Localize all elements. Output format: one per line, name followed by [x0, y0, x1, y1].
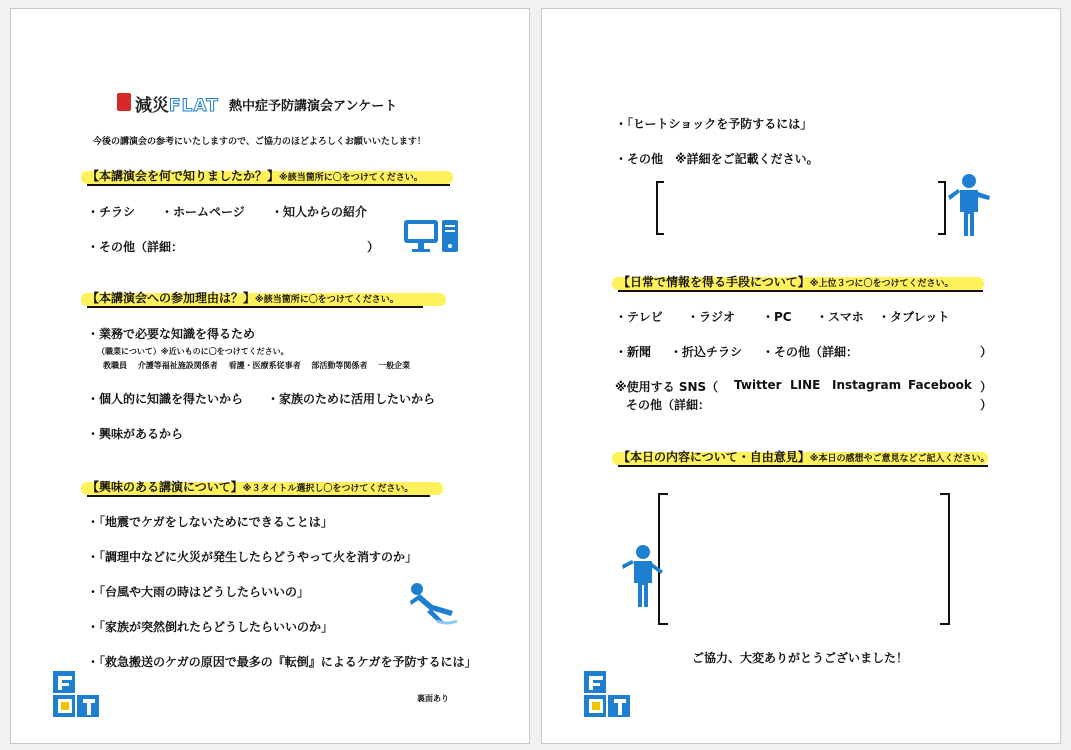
other-details-bracket-left — [656, 181, 664, 235]
logo-text: 減災FLAT — [135, 96, 219, 116]
computer-icon — [403, 218, 461, 254]
option-work-knowledge[interactable]: ・業務で必要な知識を得るため — [87, 327, 256, 341]
option-other-close: ） — [367, 240, 380, 254]
option-interest[interactable]: ・興味があるから — [87, 427, 184, 441]
sns-facebook[interactable]: Facebook — [908, 378, 972, 392]
back-side-note: 裏面あり — [417, 694, 449, 703]
logo-badge — [117, 93, 131, 111]
option-newspaper[interactable]: ・新聞 — [615, 345, 652, 359]
person-icon — [620, 543, 666, 609]
sns-line[interactable]: LINE — [790, 378, 821, 392]
option-family[interactable]: ・家族のために活用したいから — [267, 392, 436, 406]
option-personal[interactable]: ・個人的に知識を得たいから — [87, 392, 244, 406]
lecture-item-heatshock[interactable]: ・「ヒートショックを予防するには」 — [615, 117, 813, 131]
flat-logo-mark — [53, 671, 101, 717]
lecture-item[interactable]: ・「地震でケガをしないためにできることは」 — [87, 515, 333, 529]
falling-person-icon — [407, 581, 459, 625]
option-tv[interactable]: ・テレビ — [615, 310, 663, 324]
page-title: 熱中症予防講演会アンケート — [229, 99, 398, 114]
option-homepage[interactable]: ・ホームページ — [161, 205, 245, 219]
source-other-close: ） — [980, 345, 993, 359]
option-source-other[interactable]: ・その他（詳細： — [762, 345, 859, 359]
option-smartphone[interactable]: ・スマホ — [816, 310, 864, 324]
lecture-item[interactable]: ・「台風や大雨の時はどうしたらいいの」 — [87, 585, 310, 599]
option-referral[interactable]: ・知人からの紹介 — [271, 205, 368, 219]
occupation-options[interactable]: 教職員 介護等福祉施設関係者 看護・医療系従事者 部活動等関係者 一般企業 — [103, 361, 411, 370]
occupation-note: （職業について）※近いものに〇をつけてください。 — [97, 347, 289, 356]
sns-twitter[interactable]: Twitter — [734, 378, 782, 392]
thanks-message: ご協力、大変ありがとうございました！ — [692, 651, 909, 665]
section-heading-reason: 【本講演会への参加理由は？】※該当箇所に〇をつけてください。 — [87, 289, 399, 306]
sns-instagram[interactable]: Instagram — [832, 378, 902, 392]
section-heading-free-comments: 【本日の内容について・自由意見】※本日の感想やご意見などご記入ください。 — [618, 448, 990, 465]
survey-page-back — [541, 8, 1061, 744]
survey-page-front — [10, 8, 530, 744]
intro-text: 今後の講演会の参考にいたしますので、ご協力のほどよろしくお願いいたします！ — [93, 137, 426, 147]
option-insert-flyer[interactable]: ・折込チラシ — [670, 345, 743, 359]
sns-label: ※使用する SNS（ — [615, 380, 719, 394]
section-heading-how-heard: 【本講演会を何で知りましたか？】※該当箇所に〇をつけてください。 — [87, 167, 423, 184]
lecture-item-other[interactable]: ・その他 ※詳細をご記載ください。 — [615, 152, 819, 166]
option-flyer[interactable]: ・チラシ — [87, 205, 136, 219]
option-pc[interactable]: ・PC — [762, 310, 792, 324]
person-icon — [944, 172, 994, 238]
option-radio[interactable]: ・ラジオ — [687, 310, 736, 324]
lecture-item[interactable]: ・「家族が突然倒れたらどうしたらいいのか」 — [87, 620, 334, 634]
section-heading-info-sources: 【日常で情報を得る手段について】※上位３つに〇をつけてください。 — [618, 273, 954, 290]
option-other[interactable]: ・その他（詳細： — [87, 240, 184, 254]
sns-other[interactable]: その他（詳細： — [626, 398, 711, 412]
comments-bracket-right — [940, 493, 950, 625]
flat-logo-mark — [584, 671, 632, 717]
option-tablet[interactable]: ・タブレット — [878, 310, 950, 324]
sns-close: ） — [980, 380, 993, 394]
lecture-item[interactable]: ・「救急搬送のケガの原因で最多の『転倒』によるケガを予防するには」 — [87, 655, 477, 669]
section-heading-lectures: 【興味のある講演について】※３タイトル選択し〇をつけてください。 — [87, 478, 413, 495]
lecture-item[interactable]: ・「調理中などに火災が発生したらどうやって火を消すのか」 — [87, 550, 418, 564]
sns-other-close: ） — [980, 398, 993, 412]
